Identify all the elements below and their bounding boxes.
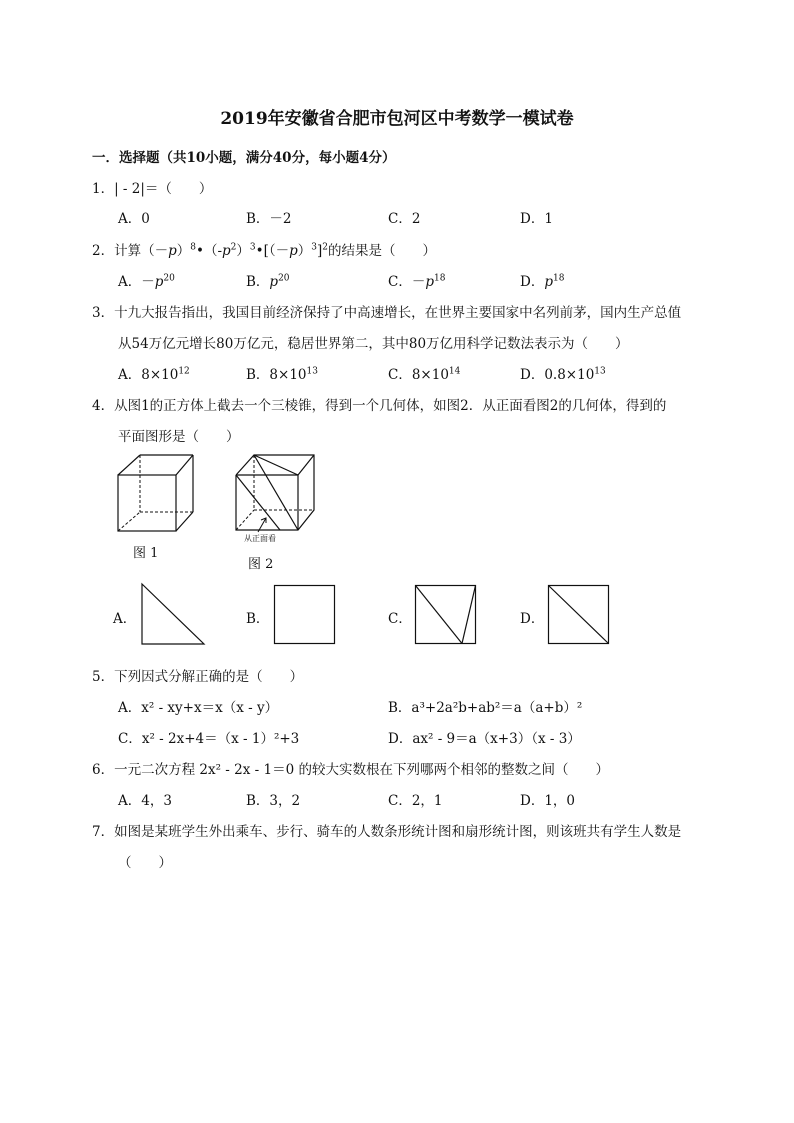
figure-2-cut-cube [228,452,324,544]
q4-option-c: C． [388,611,412,627]
q4-figure-b-square [273,584,337,646]
q5-option-a: A．x² - xy+x＝x（x - y） [118,700,279,716]
question-1-stem: 1．| - 2|＝（ ） [92,181,213,197]
question-3-line-2: 从54万亿元增长80万亿元，稳居世界第二，其中80万亿用科学记数法表示为（ ） [118,336,629,352]
question-2-stem: 2．计算$(-p)^8•(-p^2)^3•[(-p)^3]^2$的结果是（ ） [92,242,437,259]
q1-option-a: A．0 [118,211,150,227]
q5-option-b: B．a³+2a²b+ab²＝a（a+b）² [388,700,583,716]
question-5-stem: 5．下列因式分解正确的是（ ） [92,669,304,685]
question-6-stem: 6．一元二次方程 2x² - 2x - 1＝0 的较大实数根在下列哪两个相邻的整数之间（ ） [92,762,609,778]
q1-option-b: B．－2 [246,211,292,227]
q1-option-c: C．2 [388,211,421,227]
q3-option-c: C．$8\times 10^{14}$ [388,366,461,383]
q3-option-a: A．$8\times 10^{12}$ [118,366,190,383]
q2-option-c: C．$-p^{18}$ [388,273,446,290]
q4-figure-a-triangle [140,582,208,646]
q4-figure-d-square-diagonal [547,584,611,646]
q2-option-d: D．$p^{18}$ [520,273,565,290]
figure-1-cube [110,452,200,538]
q6-option-d: D．1，0 [520,793,576,809]
q3-option-d: D．$0.8\times 10^{13}$ [520,366,606,383]
q2-option-b: B．$p^{20}$ [246,273,290,290]
question-4-line-1: 4．从图1的正方体上截去一个三棱锥，得到一个几何体，如图2．从正面看图2的几何体，得到的 [92,398,667,414]
q4-option-b: B． [246,611,270,627]
section-heading: 一．选择题（共10小题，满分40分，每小题4分） [92,150,396,166]
q5-option-c: C．x² - 2x+4＝（x - 1）²+3 [118,731,300,747]
q6-option-b: B．3，2 [246,793,301,809]
front-view-arrow-label: 从正面看 [244,534,276,543]
q5-option-d: D．ax² - 9＝a（x+3）（x - 3） [388,731,581,747]
question-7-line-2: （ ） [118,855,172,871]
q2-option-a: A．$-p^{20}$ [118,273,175,290]
question-3-line-1: 3．十九大报告指出，我国目前经济保持了中高速增长，在世界主要国家中名列前茅，国内生产总值 [92,305,682,321]
page-title: 2019年安徽省合肥市包河区中考数学一模试卷 [220,109,574,129]
q6-option-c: C．2，1 [388,793,443,809]
figure-1-caption: 图 1 [133,546,159,561]
q4-figure-c-square-two-lines [414,584,478,646]
q4-option-d: D． [520,611,545,627]
q4-option-a: A． [113,611,137,627]
q6-option-a: A．4，3 [118,793,172,809]
question-4-line-2: 平面图形是（ ） [118,429,240,445]
q3-option-b: B．$8\times 10^{13}$ [246,366,318,383]
question-7-line-1: 7．如图是某班学生外出乘车、步行、骑车的人数条形统计图和扇形统计图，则该班共有学生人数是 [92,824,682,840]
figure-2-caption: 图 2 [248,557,274,572]
q1-option-d: D．1 [520,211,553,227]
